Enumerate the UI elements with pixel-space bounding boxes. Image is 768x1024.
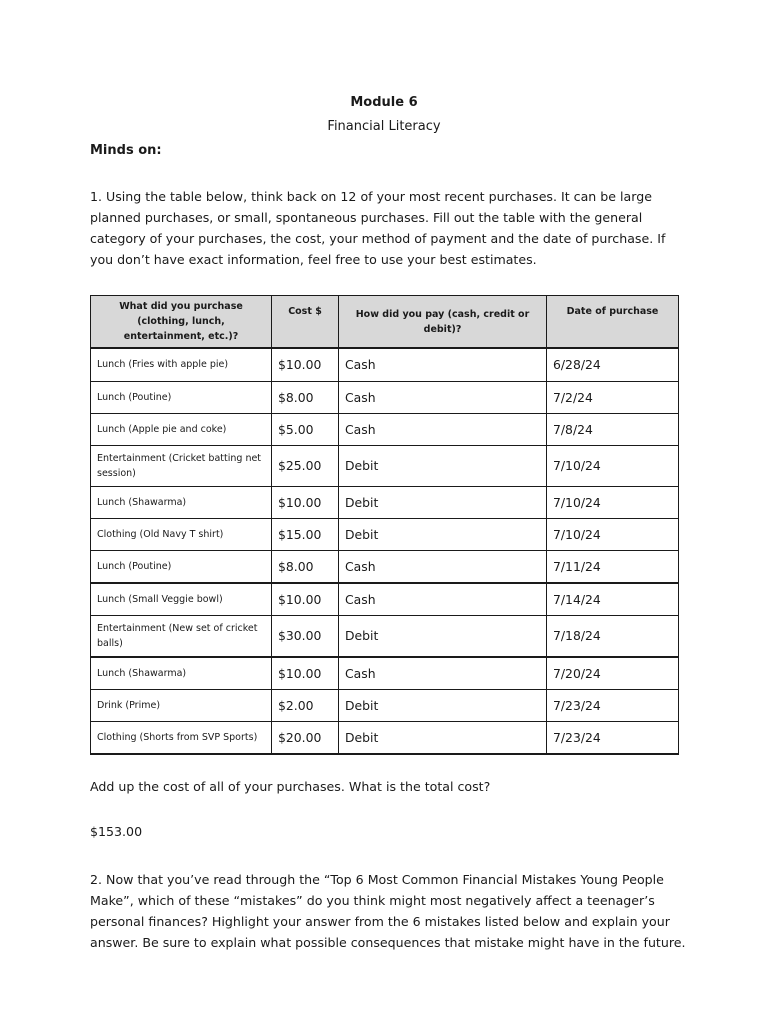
cell-cost: $10.00 [272,486,339,518]
table-header-row [91,296,679,349]
cell-date: 7/23/24 [547,721,679,754]
cell-date: 7/11/24 [547,550,679,583]
document-subtitle: Financial Literacy [327,119,441,134]
cell-date: 7/18/24 [547,615,679,657]
table-row [91,689,679,721]
cell-cost: $8.00 [272,381,339,413]
header-cost: Cost $ [272,296,339,349]
table-row [91,413,679,445]
cell-date: 7/10/24 [547,518,679,550]
cell-payment: Cash [339,381,547,413]
cell-cost: $5.00 [272,413,339,445]
cell-cost: $10.00 [272,657,339,690]
cell-date: 7/20/24 [547,657,679,690]
cell-item: Clothing (Old Navy T shirt) [91,518,272,550]
cell-payment: Cash [339,657,547,690]
cell-date: 7/10/24 [547,486,679,518]
cell-cost: $20.00 [272,721,339,754]
table-row [91,657,679,690]
cell-date: 7/10/24 [547,445,679,486]
cell-cost: $2.00 [272,689,339,721]
cell-item: Lunch (Shawarma) [91,486,272,518]
cell-payment: Debit [339,445,547,486]
cell-payment: Debit [339,518,547,550]
cell-item: Lunch (Poutine) [91,550,272,583]
cell-item: Lunch (Apple pie and coke) [91,413,272,445]
cell-cost: $10.00 [272,583,339,616]
total-answer: $153.00 [90,824,143,839]
cell-date: 7/23/24 [547,689,679,721]
cell-payment: Debit [339,689,547,721]
cell-item: Entertainment (New set of cricket balls) [91,615,272,657]
cell-cost: $25.00 [272,445,339,486]
module-title: Module 6 [350,95,418,110]
section-label: Minds on: [90,143,162,158]
cell-payment: Cash [339,413,547,445]
header-item: What did you purchase (clothing, lunch, entertainment, etc.)? [91,296,272,349]
table-row [91,445,679,486]
purchases-table [90,295,679,755]
table-row [91,381,679,413]
cell-item: Lunch (Poutine) [91,381,272,413]
table-row [91,518,679,550]
cell-item: Lunch (Small Veggie bowl) [91,583,272,616]
cell-payment: Debit [339,615,547,657]
cell-item: Lunch (Shawarma) [91,657,272,690]
table-row [91,486,679,518]
total-prompt: Add up the cost of all of your purchases. What is the total cost? [90,779,491,794]
cell-cost: $15.00 [272,518,339,550]
cell-date: 7/2/24 [547,381,679,413]
cell-payment: Cash [339,550,547,583]
cell-payment: Debit [339,486,547,518]
header-payment: How did you pay (cash, credit or debit)? [339,296,547,349]
question-1-text: 1. Using the table below, think back on 12 of your most recent purchases. It can be large planned purchases, or small, spontaneous purchases. Fill out the table with the general category of your purchases, the cost, your method of payment and the date of purchase. If you don’t have exact information, feel free to use your best estimates. [90,189,666,267]
cell-date: 7/14/24 [547,583,679,616]
header-date: Date of purchase [547,296,679,349]
cell-date: 7/8/24 [547,413,679,445]
cell-payment: Cash [339,348,547,381]
table-row [91,615,679,657]
cell-date: 6/28/24 [547,348,679,381]
cell-cost: $8.00 [272,550,339,583]
table-row [91,721,679,754]
cell-cost: $10.00 [272,348,339,381]
cell-payment: Cash [339,583,547,616]
cell-item: Drink (Prime) [91,689,272,721]
cell-payment: Debit [339,721,547,754]
cell-item: Clothing (Shorts from SVP Sports) [91,721,272,754]
table-row [91,348,679,381]
table-row [91,583,679,616]
cell-item: Entertainment (Cricket batting net session) [91,445,272,486]
table-row [91,550,679,583]
cell-cost: $30.00 [272,615,339,657]
cell-item: Lunch (Fries with apple pie) [91,348,272,381]
question-2-text: 2. Now that you’ve read through the “Top 6 Most Common Financial Mistakes Young People Make”, which of these “mistakes” do you think might most negatively affect a teenager’s personal finances? Highlight your answer from the 6 mistakes listed below and explain your answer. Be sure to explain what possible consequences that mistake might have in the future. [90,872,686,950]
